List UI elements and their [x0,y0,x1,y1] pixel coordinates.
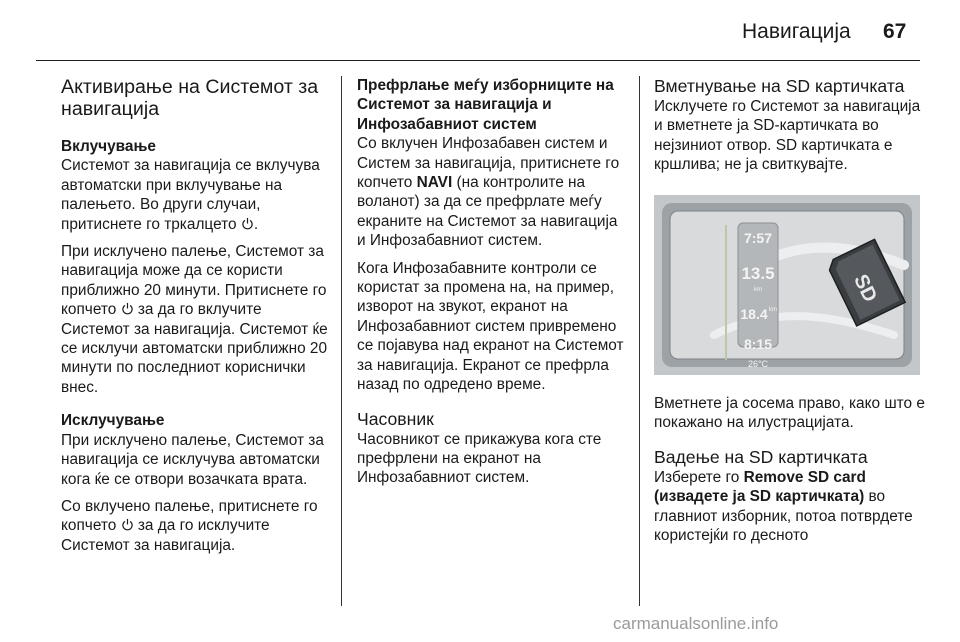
paragraph-clock: Часовникот се прикажува кога сте префрлени на екранот на Инфозабавниот систем. [357,430,602,487]
text: . [253,215,259,233]
fig-consumption-unit: km [769,306,777,313]
subheading-remove-sd: Вадење на SD картичката [654,446,868,467]
paragraph-remove-sd [654,468,926,546]
text: за да го вклучите Системот за навигација. Системот ќе се исклучи автоматски приближно 20 минути по последниот кориснички внес. [61,301,328,396]
text: за да го исклучите Системот за навигација. [61,517,270,554]
paragraph-switch-on-2 [61,242,329,397]
column-divider-2 [639,76,640,606]
column-2 [357,76,630,496]
page-header-title: Навигација [742,20,851,43]
subheading-insert-sd: Вметнување на SD картичката [654,76,905,96]
paragraph-insert-sd-2: Вметнете ја сосема право, како што е покажано на илустрацијата. [654,395,925,432]
subheading-clock: Часовник [357,408,434,429]
power-icon [121,518,134,531]
subheading-switching-menus: Префрлање меѓу изборниците на Системот за навигација и Инфозабавниот систем [357,77,614,133]
text: Со вклучен Инфозабавен систем и Систем за навигација, притиснете го копчето [357,135,620,192]
paragraph-switching-2: Кога Инфозабавните контроли се користат за промена на, на пример, изворот на звукот, екранот на Инфозабавниот систем привремено се појавува над екранот на Системот за навигација. Екранот се префрла назад по одредено време. [357,259,624,394]
subheading-switch-on: Вклучување [61,138,156,155]
column-divider-1 [341,76,342,606]
fig-distance-unit: km [754,286,762,293]
sd-card-illustration [654,195,920,375]
page-number: 67 [883,20,907,43]
paragraph-switch-off-2 [61,497,329,555]
remove-sd-label: Remove SD card (извадете ја SD картичката) [654,468,866,506]
fig-consumption: 18.4 [740,305,768,322]
text: во главниот изборник, потоа потврдете користејќи го десното [654,488,913,545]
paragraph-switch-on-1 [61,156,329,234]
text: Со вклучено палење, притиснете го копчето [61,497,318,535]
paragraph-switch-off-1: При исклучено палење, Системот за навигација се исклучува автоматски кога ќе се отвори возачката врата. [61,431,324,488]
fig-time-bottom: 8:15 [743,335,773,352]
fig-distance: 13.5 [741,263,775,283]
column-1 [61,76,329,563]
header-divider [36,60,920,61]
subheading-switch-off: Исклучување [61,412,165,430]
paragraph-switching-1 [357,134,630,250]
fig-time-top: 7:57 [743,229,773,246]
navi-key-label: NAVI [416,174,453,192]
text: (на контролите на воланот) за да се префрлате меѓу екраните на Системот за навигација и Инфозабавниот систем. [357,174,618,250]
column-3 [654,76,926,553]
text: При исклучено палење, Системот за навигација може да се користи приближно 20 минути. Притиснете го копчето [61,243,327,319]
text: Изберете го [654,468,744,486]
power-icon [241,217,254,230]
power-icon [121,302,134,315]
fig-temperature: 26°C [747,358,769,369]
sd-card-label: SD [849,270,882,306]
section-heading-activation: Активирање на Системот за навигација [61,76,319,120]
paragraph-insert-sd-1: Исклучете го Системот за навигација и вметнете ја SD-картичката во нејзиниот отвор. SD картичката е кршлива; не ја свиткувајте. [654,98,921,174]
watermark: carmanualsonline.info [613,614,779,633]
text: Системот за навигација се вклучува автоматски при вклучување на палењето. Во други случаи, притиснете го тркалцето [61,157,320,233]
